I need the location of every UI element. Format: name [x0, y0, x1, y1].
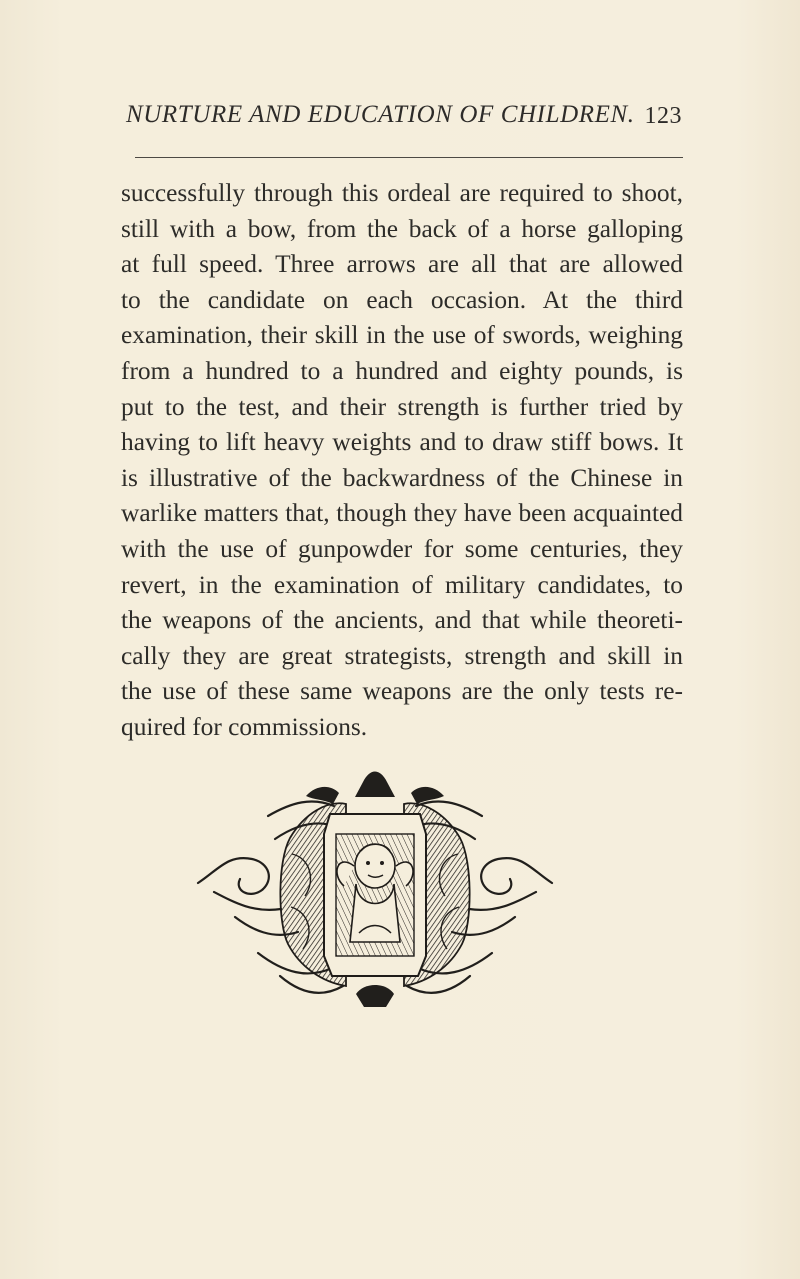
paragraph-line: the weapons of the ancients, and that while theoreti-	[121, 606, 683, 635]
paragraph-line: at full speed. Three arrows are all that are allowed	[121, 250, 683, 279]
running-title: NURTURE AND EDUCATION OF CHILDREN.	[126, 101, 635, 128]
header-rule	[135, 157, 683, 158]
paragraph-line: the use of these same weapons are the only tests re-	[121, 677, 683, 706]
paragraph-line: warlike matters that, though they have been acquainted	[121, 499, 683, 528]
paragraph-line: put to the test, and their strength is further tried by	[121, 392, 683, 421]
paragraph-line: quired for commissions.	[121, 712, 368, 741]
paragraph-line: still with a bow, from the back of a horse galloping	[121, 214, 683, 243]
paragraph-line: examination, their skill in the use of swords, weighing	[121, 321, 683, 350]
paragraph-line: to the candidate on each occasion. At the third	[121, 285, 683, 314]
body-paragraph	[121, 176, 683, 746]
paragraph-line: having to lift heavy weights and to draw stiff bows. It	[121, 428, 683, 457]
paragraph-line: revert, in the examination of military candidates, to	[121, 570, 683, 599]
running-head	[126, 101, 686, 141]
paragraph-line: is illustrative of the backwardness of the Chinese in	[121, 463, 683, 492]
page-number: 123	[644, 103, 682, 129]
paragraph-line: from a hundred to a hundred and eighty pounds, is	[121, 356, 683, 385]
decorative-tailpiece-icon	[180, 762, 570, 1012]
paragraph-line: successfully through this ordeal are required to shoot,	[121, 179, 683, 207]
paragraph-line: cally they are great strategists, strength and skill in	[121, 641, 683, 670]
paragraph-line: with the use of gunpowder for some centuries, they	[121, 534, 683, 563]
